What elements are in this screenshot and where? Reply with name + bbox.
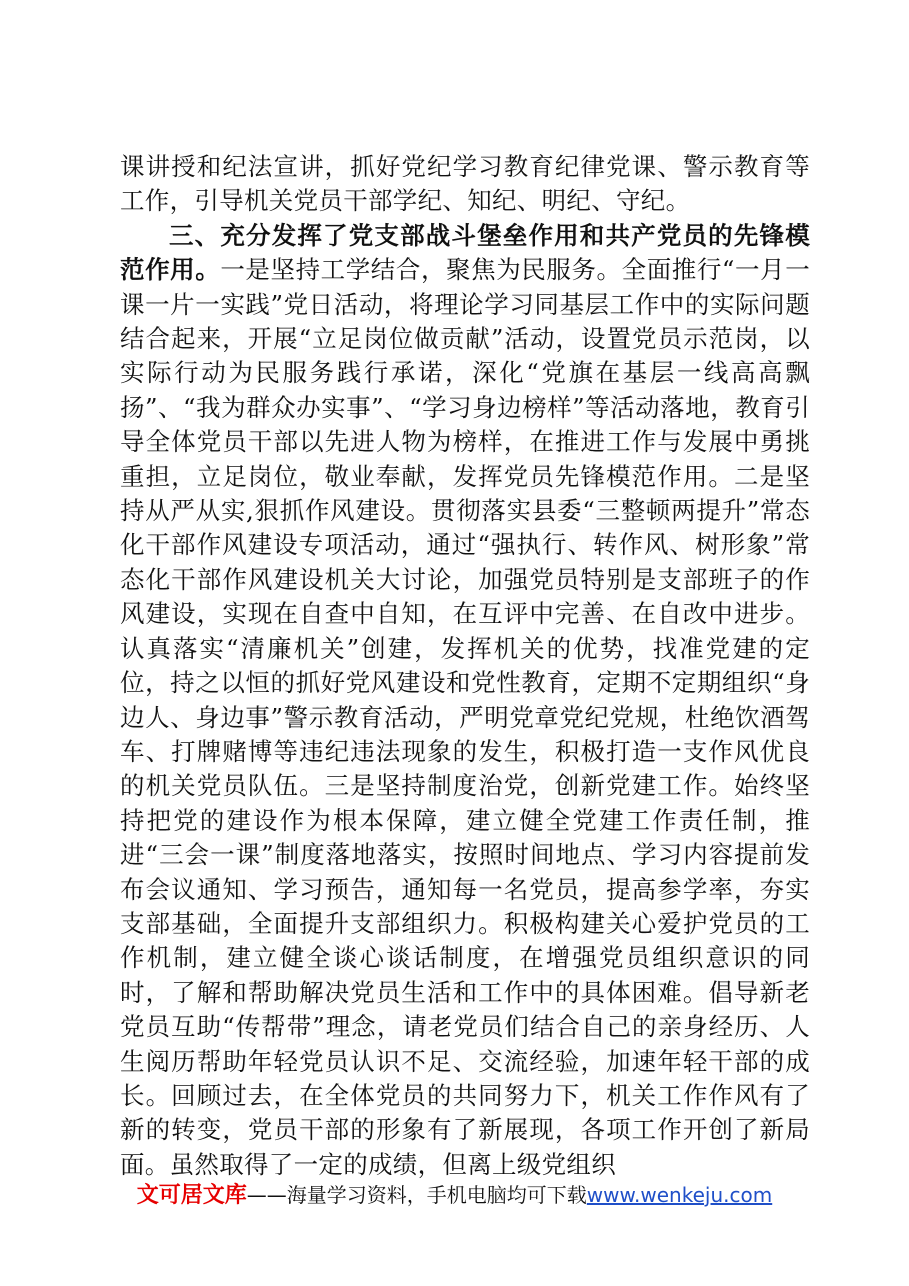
document-body <box>120 150 810 1182</box>
footer-banner <box>0 1180 909 1211</box>
section-heading: 三、充分发挥了党支部战斗堡垒作用和共产党员的先锋模范作用。 <box>120 220 810 285</box>
brand-name: 文可居文库 <box>136 1183 247 1208</box>
section-body: 一是坚持工学结合，聚焦为民服务。全面推行“一月一课一片一实践”党日活动，将理论学习同基层工作中的实际问题结合起来，开展“立足岗位做贡献”活动，设置党员示范岗，以实际行动为民服务践行承诺，深化“党旗在基层一线高高飘扬”、“我为群众办实事”、“学习身边榜样”等活动落地，教育引导全体党员干部以先进人物为榜样，在推进工作与发展中勇挑重担，立足岗位，敬业奉献，发挥党员先锋模范作用。二是坚持从严从实,狠抓作风建设。贯彻落实县委“三整顿两提升”常态化干部作风建设专项活动，通过“强执行、转作风、树形象”常态化干部作风建设机关大讨论，加强党员特别是支部班子的作风建设，实现在自查中自知，在互评中完善、在自改中进步。认真落实“清廉机关”创建，发挥机关的优势，找准党建的定位，持之以恒的抓好党风建设和党性教育，定期不定期组织“身边人、身边事”警示教育活动，严明党章党纪党规，杜绝饮酒驾车、打牌赌博等违纪违法现象的发生，积极打造一支作风优良的机关党员队伍。三是坚持制度治党，创新党建工作。始终坚持把党的建设作为根本保障，建立健全党建工作责任制，推进“三会一课”制度落地落实，按照时间地点、学习内容提前发布会议通知、学习预告，通知每一名党员，提高参学率，夯实支部基础，全面提升支部组织力。积极构建关心爱护党员的工作机制，建立健全谈心谈话制度，在增强党员组织意识的同时，了解和帮助解决党员生活和工作中的具体困难。倡导新老党员互助“传帮带”理念，请老党员们结合自己的亲身经历、人生阅历帮助年轻党员认识不足、交流经验，加速年轻干部的成长。回顾过去，在全体党员的共同努力下，机关工作作风有了新的转变，党员干部的形象有了新展现，各项工作开创了新局面。虽然取得了一定的成绩，但离上级党组织 <box>120 255 811 1179</box>
paragraph-2 <box>120 219 810 1182</box>
paragraph-1: 课讲授和纪法宣讲，抓好党纪学习教育纪律党课、警示教育等工作，引导机关党员干部学纪、知纪、明纪、守纪。 <box>120 152 810 216</box>
website-link[interactable]: www.wenkeju.com <box>586 1183 773 1207</box>
footer-slogan: ——海量学习资料，手机电脑均可下载 <box>246 1183 587 1207</box>
